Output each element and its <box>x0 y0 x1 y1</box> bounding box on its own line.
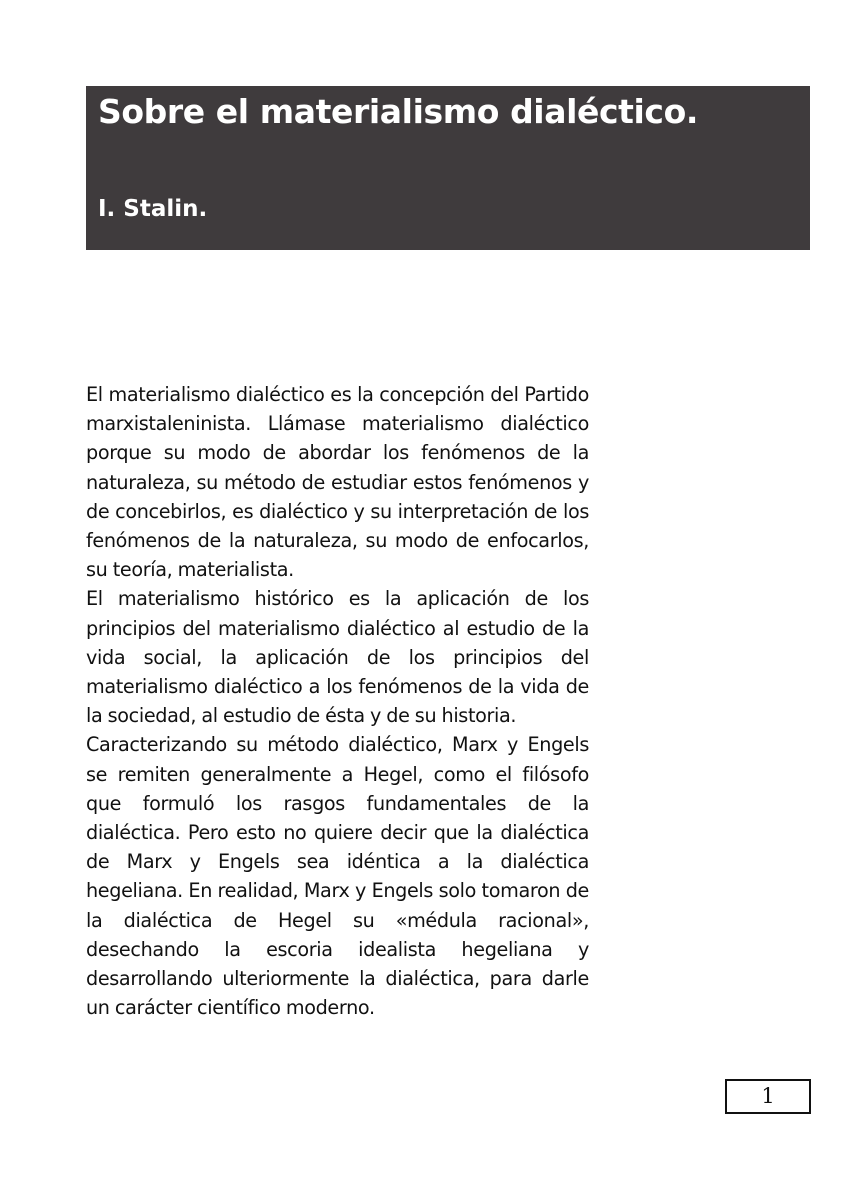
author-name: I. Stalin. <box>98 196 208 222</box>
paragraph-2: El materialismo histórico es la aplicación de los principios del materialismo dialéctico al estudio de la vida social, la aplicación de los principios del materialismo dialéctico a los fenómenos de la vida de la sociedad, al estudio de ésta y de su historia. <box>86 587 589 728</box>
title-banner <box>86 86 810 250</box>
document-title: Sobre el materialismo dialéctico. <box>98 92 698 131</box>
paragraph-3: Caracterizando su método dialéctico, Marx y Engels se remiten generalmente a Hegel, como el filósofo que formuló los rasgos fundamentales de la dialéctica. Pero esto no quiere decir que la dialéctica de Marx y Engels sea idéntica a la dialéctica hegeliana. En realidad, Marx y Engels solo tomaron de la dialéctica de Hegel su «médula racional», desechando la escoria idealista hegeliana y desarrollando ulteriormente la dialéctica, para darle un carácter científico moderno. <box>86 733 589 1020</box>
page-number: 1 <box>761 1084 775 1108</box>
page-number-box <box>725 1079 811 1114</box>
body-text <box>86 380 589 1022</box>
paragraph-1: El materialismo dialéctico es la concepción del Partido marxistaleninista. Llámase materialismo dialéctico porque su modo de abordar los fenómenos de la naturaleza, su método de estudiar estos fenómenos y de concebirlos, es dialéctico y su interpretación de los fenómenos de la naturaleza, su modo de enfocarlos, su teoría, materialista. <box>86 383 589 582</box>
